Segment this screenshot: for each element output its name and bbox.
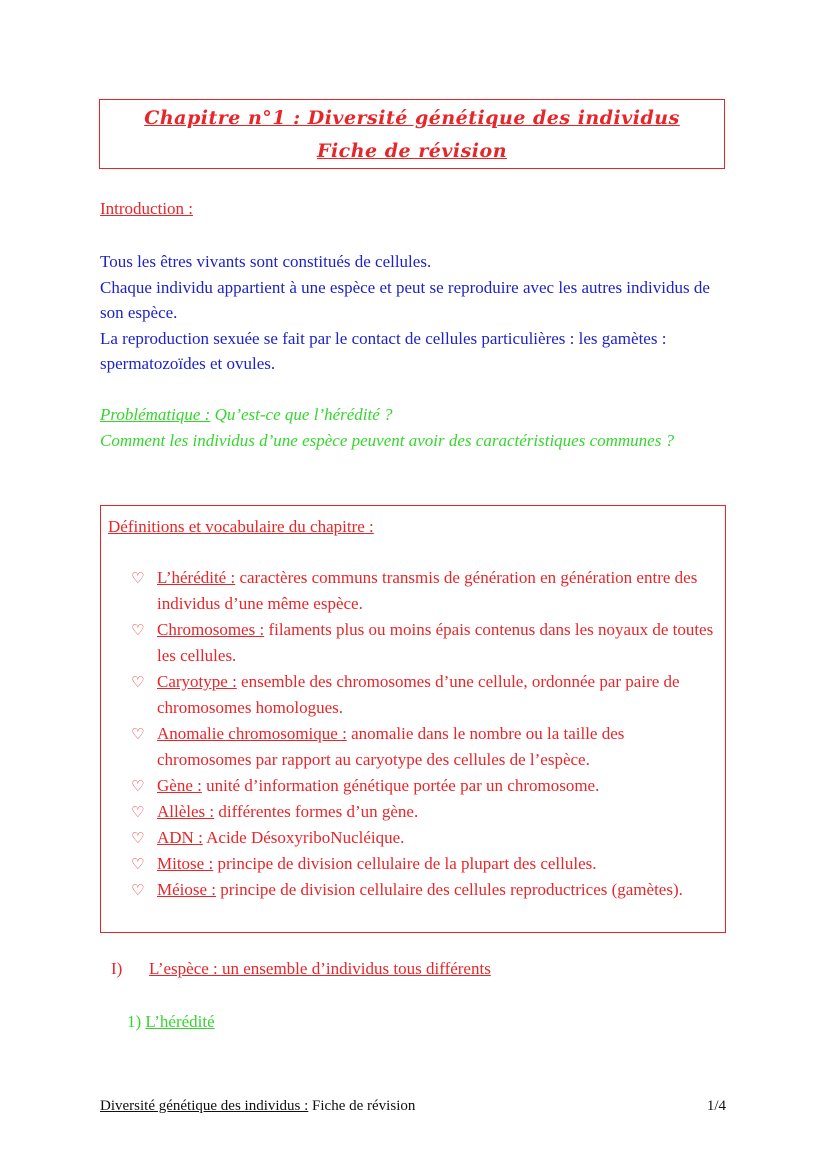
definition-term: ADN : xyxy=(157,828,203,847)
problematique-label: Problématique : xyxy=(100,405,211,424)
introduction-paragraph xyxy=(100,249,740,377)
intro-line: Tous les êtres vivants sont constitués de cellules. xyxy=(100,252,432,271)
definitions-box xyxy=(100,505,726,933)
definition-text: principe de division cellulaire des cellules reproductrices (gamètes). xyxy=(220,880,683,899)
problematique-paragraph xyxy=(100,402,740,453)
definition-item xyxy=(131,825,721,851)
heart-icon: ♡ xyxy=(131,725,145,743)
definition-item xyxy=(131,617,721,669)
definition-term: Caryotype : xyxy=(157,672,237,691)
subsection-number: 1) xyxy=(127,1012,142,1031)
definition-item xyxy=(131,773,721,799)
definition-text: filaments plus ou moins épais contenus dans les noyaux de toutes les cellules. xyxy=(157,620,714,665)
definition-term: Méiose : xyxy=(157,880,217,899)
subsection-heading-1 xyxy=(127,1012,215,1032)
introduction-label: Introduction : xyxy=(100,199,194,218)
problematique-question-2: Comment les individus d’une espèce peuvent avoir des caractéristiques communes ? xyxy=(100,430,675,450)
chapter-subtitle: Fiche de révision xyxy=(316,140,508,162)
footer-doc-subtitle: Fiche de révision xyxy=(312,1098,416,1114)
intro-line: Chaque individu appartient à une espèce et peut se reproduire avec les autres individus de son espèce. xyxy=(100,277,710,322)
heart-icon: ♡ xyxy=(131,777,145,795)
chapter-title: Chapitre n°1 : Diversité génétique des individus xyxy=(144,107,680,129)
problematique-question: Qu’est-ce que l’hérédité ? xyxy=(214,405,393,424)
footer-doc-title: Diversité génétique des individus : xyxy=(100,1098,309,1114)
definition-text: anomalie dans le nombre ou la taille des chromosomes par rapport au caryotype des cellules de l’espèce. xyxy=(157,724,625,769)
definition-term: Gène : xyxy=(157,776,202,795)
section-heading-1 xyxy=(111,959,491,979)
definition-text: Acide DésoxyriboNucléique. xyxy=(206,828,405,847)
page-number: 1/4 xyxy=(706,1098,726,1114)
page-footer xyxy=(100,1098,726,1115)
definition-item xyxy=(131,799,721,825)
definition-item xyxy=(131,721,721,773)
heart-icon: ♡ xyxy=(131,621,145,639)
definition-item xyxy=(131,565,721,617)
chapter-title-box xyxy=(99,99,725,169)
definition-term: Allèles : xyxy=(157,802,215,821)
definitions-list xyxy=(131,565,721,903)
definition-item xyxy=(131,669,721,721)
definition-term: Anomalie chromosomique : xyxy=(157,724,347,743)
heart-icon: ♡ xyxy=(131,881,145,899)
heart-icon: ♡ xyxy=(131,829,145,847)
definition-term: Mitose : xyxy=(157,854,214,873)
definition-text: différentes formes d’un gène. xyxy=(218,802,419,821)
definition-text: unité d’information génétique portée par un chromosome. xyxy=(206,776,600,795)
definition-text: ensemble des chromosomes d’une cellule, ordonnée par paire de chromosomes homologues. xyxy=(157,672,680,717)
subsection-title: L’hérédité xyxy=(145,1012,215,1031)
heart-icon: ♡ xyxy=(131,569,145,587)
definition-text: principe de division cellulaire de la plupart des cellules. xyxy=(217,854,597,873)
definitions-title: Définitions et vocabulaire du chapitre : xyxy=(108,517,374,536)
definition-item xyxy=(131,877,721,903)
heart-icon: ♡ xyxy=(131,855,145,873)
definition-term: L’hérédité : xyxy=(157,568,236,587)
definition-text: caractères communs transmis de génération en génération entre des individus d’une même espèce. xyxy=(157,568,698,613)
definition-item xyxy=(131,851,721,877)
heart-icon: ♡ xyxy=(131,673,145,691)
section-title: L’espèce : un ensemble d’individus tous différents xyxy=(149,959,491,978)
intro-line: La reproduction sexuée se fait par le contact de cellules particulières : les gamètes : spermatozoïdes et ovules. xyxy=(100,328,667,373)
heart-icon: ♡ xyxy=(131,803,145,821)
definition-term: Chromosomes : xyxy=(157,620,265,639)
section-number: I) xyxy=(111,959,123,978)
